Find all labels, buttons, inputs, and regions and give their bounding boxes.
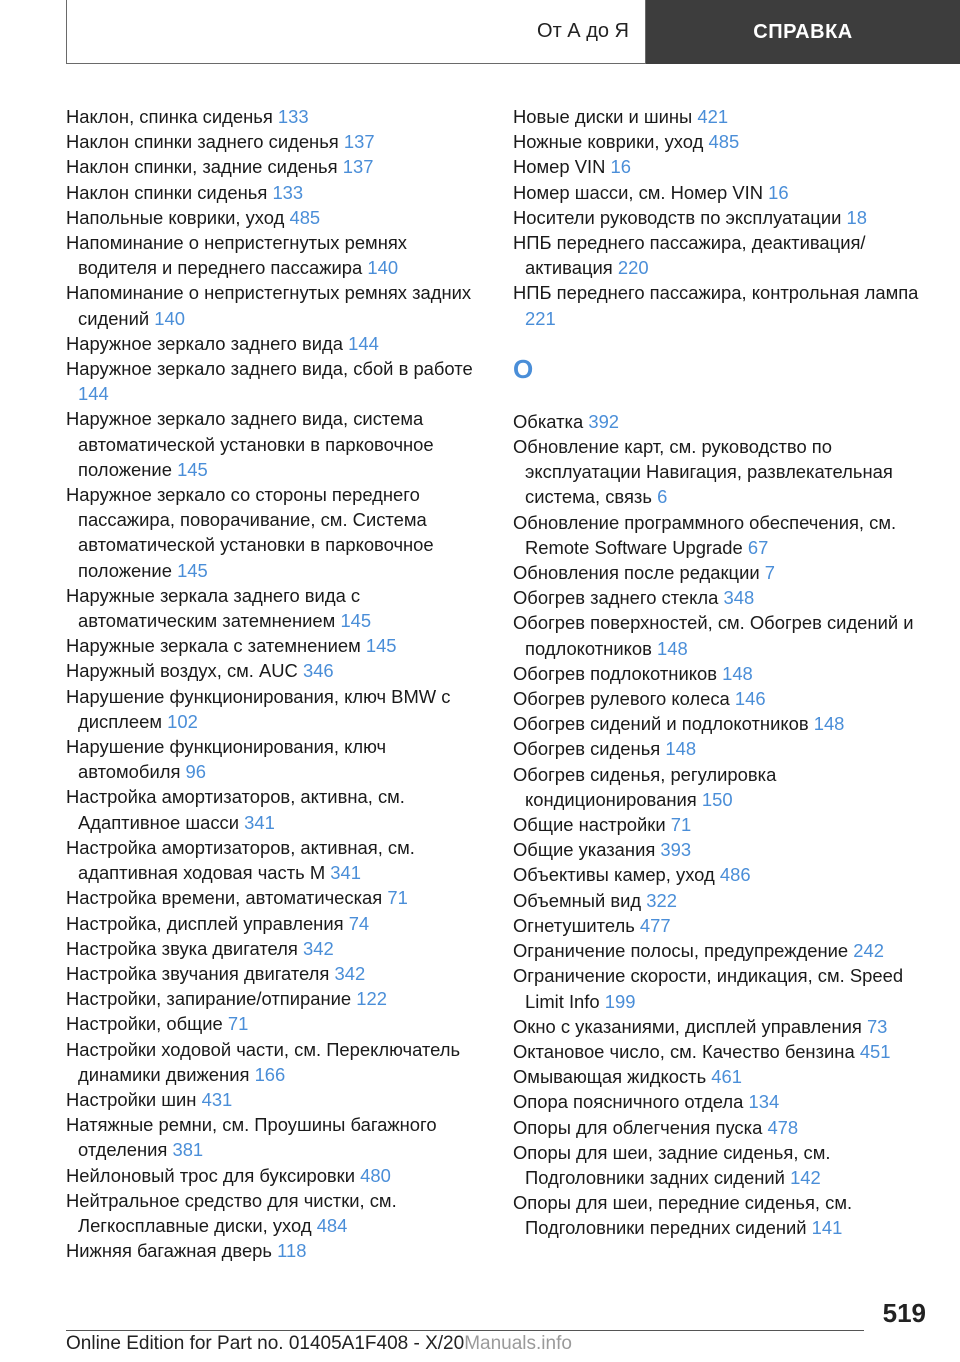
index-entry: [66, 835, 486, 885]
page-link[interactable]: 140: [154, 307, 185, 329]
page-link[interactable]: 145: [365, 635, 397, 657]
entry-text: Номер шасси, см. Номер VIN: [513, 181, 764, 203]
entry-text: Обогрев сиденья: [513, 738, 661, 760]
entry-text: Настройки, общие: [66, 1013, 223, 1035]
entry-text: Ножные коврики, уход: [513, 131, 704, 153]
page-link[interactable]: 141: [811, 1217, 843, 1239]
page-link[interactable]: 342: [302, 937, 334, 959]
page-link[interactable]: 71: [670, 814, 692, 836]
page-link[interactable]: 137: [343, 131, 375, 153]
page-link[interactable]: 145: [340, 610, 372, 632]
index-entry: [513, 1064, 933, 1089]
entry-text: Обновления после редакции: [513, 562, 760, 584]
page-link[interactable]: 7: [764, 562, 775, 584]
entry-text: Наружные зеркала с затемнением: [66, 635, 361, 657]
page-link[interactable]: 18: [846, 206, 867, 228]
index-entry: [513, 560, 933, 585]
index-entry: [513, 837, 933, 862]
entry-text: Общие указания: [513, 839, 656, 861]
entry-text: Ограничение скорости, индикация, см. Speed Limit Info: [513, 965, 904, 1012]
entry-text: Нижняя багажная дверь: [66, 1240, 272, 1262]
index-entry: [513, 230, 933, 280]
entry-text: Окно с указаниями, дисплей управления: [513, 1015, 862, 1037]
index-entry: [513, 510, 933, 560]
entry-text: Наружное зеркало заднего вида, сбой в работе: [66, 358, 473, 380]
index-entry: [513, 913, 933, 938]
index-entry: [513, 585, 933, 610]
index-entry: [66, 1087, 486, 1112]
page-link[interactable]: 146: [734, 688, 766, 710]
page-link[interactable]: 461: [711, 1066, 742, 1088]
page-link[interactable]: 221: [525, 307, 556, 329]
index-entry: [513, 963, 933, 1013]
entry-text: Объемный вид: [513, 889, 642, 911]
index-entry: [66, 986, 486, 1011]
index-entry: [513, 180, 933, 205]
page-link[interactable]: 322: [646, 889, 677, 911]
page-link[interactable]: 148: [813, 713, 845, 735]
entry-text: Наклон, спинка сиденья: [66, 106, 273, 127]
index-entry: [513, 1089, 933, 1114]
page-link[interactable]: 341: [244, 811, 275, 833]
index-entry: [66, 1188, 486, 1238]
index-entry: [66, 734, 486, 784]
entry-text: НПБ переднего пассажира, контрольная лампа: [513, 282, 919, 304]
footer-edition: [66, 1333, 960, 1355]
index-entry: [66, 1163, 486, 1188]
page-link[interactable]: 96: [185, 761, 206, 783]
header-tabs: [66, 0, 960, 64]
index-column-left: [66, 104, 486, 1263]
index-entry: [66, 154, 486, 179]
entry-text: Нарушение функционирования, ключ автомобиля: [66, 736, 387, 783]
page-link[interactable]: 341: [330, 862, 361, 884]
entry-text: Обогрев поверхностей, см. Обогрев сидений и подлокотников: [513, 612, 914, 659]
index-entry: [66, 180, 486, 205]
page-link[interactable]: 118: [277, 1240, 307, 1262]
page-link[interactable]: 431: [201, 1088, 233, 1110]
index-entry: [66, 961, 486, 986]
entry-text: НПБ переднего пассажира, деактивация/активация: [513, 232, 866, 279]
index-entry: [66, 331, 486, 356]
page-link[interactable]: 485: [289, 206, 321, 228]
page-link[interactable]: 140: [367, 257, 399, 279]
index-entry: [66, 129, 486, 154]
entry-text: Наружный воздух, см. AUC: [66, 660, 298, 682]
entry-text: Ограничение полосы, предупреждение: [513, 940, 849, 962]
entry-text: Обновление программного обеспечения, см. Remote Software Upgrade: [513, 511, 897, 558]
page-link[interactable]: 451: [859, 1040, 891, 1062]
page-link[interactable]: 150: [701, 788, 733, 810]
entry-text: Напольные коврики, уход: [66, 206, 285, 228]
page-link[interactable]: 166: [254, 1063, 286, 1085]
index-entry: [513, 1014, 933, 1039]
page-link[interactable]: 199: [604, 990, 636, 1012]
page-link[interactable]: 392: [588, 410, 620, 432]
index-entry: [513, 104, 933, 129]
entry-text: Огнетушитель: [513, 914, 635, 936]
index-entry: [66, 1238, 486, 1263]
entry-text: Наклон спинки сиденья: [66, 181, 268, 203]
edition-text: Online Edition for Part no. 01405A1F408 - X/20: [66, 1333, 465, 1354]
index-entry: [66, 936, 486, 961]
entry-text: Наружное зеркало заднего вида, система автоматической установки в парковочное положение: [66, 408, 434, 480]
footer-divider: [66, 1330, 864, 1331]
page-link[interactable]: 71: [227, 1013, 249, 1035]
entry-text: Наружное зеркало заднего вида: [66, 332, 344, 354]
page-link[interactable]: 393: [660, 839, 692, 861]
index-list-left: [66, 104, 486, 1263]
page-link[interactable]: 71: [387, 887, 408, 909]
page-link[interactable]: 484: [316, 1214, 348, 1236]
entry-text: Обогрев сиденья, регулировка кондиционирования: [513, 763, 777, 810]
entry-text: Нейлоновый трос для буксировки: [66, 1164, 356, 1186]
index-entry: [66, 104, 486, 129]
index-entry: [66, 684, 486, 734]
entry-text: Опоры для облегчения пуска: [513, 1116, 763, 1138]
index-entry: [66, 911, 486, 936]
index-entry: [66, 658, 486, 683]
index-entry: [513, 1039, 933, 1064]
page-link[interactable]: 242: [853, 940, 884, 962]
entry-text: Нейтральное средство для чистки, см. Легкосплавные диски, уход: [66, 1189, 397, 1236]
tab-reference[interactable]: СПРАВКА: [646, 0, 960, 64]
page-link[interactable]: 67: [747, 536, 769, 558]
index-list-o: [513, 409, 933, 1241]
entry-text: Наружные зеркала заднего вида с автоматическим затемнением: [66, 584, 361, 632]
entry-text: Настройки ходовой части, см. Переключатель динамики движения: [66, 1038, 461, 1085]
entry-text: Настройка времени, автоматическая: [66, 887, 383, 909]
section-letter: О: [513, 353, 534, 384]
entry-text: Настройка амортизаторов, активная, см. адаптивная ходовая часть M: [66, 836, 415, 884]
entry-text: Обогрев сидений и подлокотников: [513, 713, 809, 735]
entry-text: Настройки шин: [66, 1088, 197, 1110]
index-entry: [66, 885, 486, 910]
entry-text: Напоминание о непристегнутых ремнях задних сидений: [66, 282, 472, 329]
index-entry: [66, 1037, 486, 1087]
index-entry: [513, 409, 933, 434]
index-entry: [513, 938, 933, 963]
page-link[interactable]: 133: [277, 106, 309, 127]
page-link[interactable]: 486: [719, 864, 751, 886]
entry-text: Напоминание о непристегнутых ремнях водителя и переднего пассажира: [66, 232, 407, 279]
entry-text: Настройка звука двигателя: [66, 937, 298, 959]
page-link[interactable]: 134: [748, 1091, 780, 1113]
page-link[interactable]: 145: [177, 559, 208, 581]
page-link[interactable]: 144: [348, 332, 379, 354]
page-link[interactable]: 348: [723, 587, 755, 609]
index-entry: [513, 205, 933, 230]
index-entry: [66, 633, 486, 658]
page-link[interactable]: 16: [768, 181, 789, 203]
entry-text: Обновление карт, см. руководство по эксплуатации Навигация, развлекательная система, связь: [513, 436, 893, 508]
entry-text: Октановое число, см. Качество бензина: [513, 1040, 855, 1062]
page-link[interactable]: 133: [272, 181, 304, 203]
index-entry: [513, 129, 933, 154]
page-link[interactable]: 144: [78, 383, 109, 405]
entry-text: Обкатка: [513, 410, 584, 432]
page-link[interactable]: 73: [866, 1015, 888, 1037]
page-link[interactable]: 421: [697, 106, 729, 127]
entry-text: Опоры для шеи, задние сиденья, см. Подголовники задних сидений: [513, 1141, 831, 1188]
entry-text: Настройка амортизаторов, активна, см. Адаптивное шасси: [66, 786, 405, 833]
entry-text: Новые диски и шины: [513, 106, 693, 127]
page-link[interactable]: 74: [348, 912, 370, 934]
index-entry: [513, 762, 933, 812]
page-link[interactable]: 485: [708, 131, 740, 153]
index-entry: [513, 610, 933, 660]
index-entry: [513, 711, 933, 736]
entry-text: Настройка, дисплей управления: [66, 912, 344, 934]
index-entry: [513, 812, 933, 837]
page-link[interactable]: 220: [617, 257, 649, 279]
index-entry: [66, 482, 486, 583]
watermark-text: Manuals.info: [464, 1333, 572, 1354]
page-link[interactable]: 102: [167, 710, 198, 732]
index-entry: [513, 154, 933, 179]
entry-text: Настройки, запирание/отпирание: [66, 988, 352, 1010]
index-entry: [66, 1011, 486, 1036]
page-link[interactable]: 16: [610, 156, 631, 178]
index-entry: [513, 1115, 933, 1140]
page-link[interactable]: 148: [656, 637, 688, 659]
index-entry: [513, 888, 933, 913]
index-entry: [66, 406, 486, 482]
page-link[interactable]: 148: [665, 738, 697, 760]
entry-text: Наружное зеркало со стороны переднего пассажира, поворачивание, см. Система автоматической установки в парковочное положение: [66, 484, 434, 581]
index-entry: [513, 862, 933, 887]
index-entry: [66, 280, 486, 330]
page-link[interactable]: 478: [767, 1116, 799, 1138]
page-link[interactable]: 480: [360, 1164, 391, 1186]
index-entry: [513, 686, 933, 711]
index-entry: [513, 1190, 933, 1240]
index-entry: [513, 736, 933, 761]
entry-text: Опоры для шеи, передние сиденья, см. Подголовники передних сидений: [513, 1192, 853, 1239]
index-entry: [66, 356, 486, 406]
entry-text: Натяжные ремни, см. Проушины багажного отделения: [66, 1114, 437, 1161]
index-entry: [66, 205, 486, 230]
entry-text: Опора поясничного отдела: [513, 1091, 744, 1113]
entry-text: Настройка звучания двигателя: [66, 962, 330, 984]
page-link[interactable]: 346: [302, 660, 334, 682]
entry-text: Обогрев заднего стекла: [513, 587, 719, 609]
entry-text: Общие настройки: [513, 814, 666, 836]
entry-text: Объективы камер, уход: [513, 864, 715, 886]
index-column-right: [513, 104, 933, 1241]
page-link[interactable]: 148: [722, 662, 753, 684]
entry-text: Омывающая жидкость: [513, 1066, 707, 1088]
index-entry: [513, 661, 933, 686]
entry-text: Носители руководств по эксплуатации: [513, 206, 842, 228]
entry-text: Номер VIN: [513, 156, 606, 178]
tab-a-to-z[interactable]: От А до Я: [66, 0, 646, 64]
page-link[interactable]: 477: [639, 914, 671, 936]
page-link[interactable]: 342: [334, 962, 366, 984]
index-entry: [66, 583, 486, 633]
entry-text: Наклон спинки заднего сиденья: [66, 131, 339, 153]
index-entry: [66, 1112, 486, 1162]
entry-text: Обогрев подлокотников: [513, 662, 717, 684]
page-link[interactable]: 137: [342, 156, 374, 178]
page-link[interactable]: 381: [172, 1139, 204, 1161]
entry-text: Обогрев рулевого колеса: [513, 688, 730, 710]
index-entry: [66, 784, 486, 834]
entry-text: Нарушение функционирования, ключ BMW с дисплеем: [66, 685, 451, 732]
page-link[interactable]: 122: [356, 988, 387, 1010]
index-entry: [513, 1140, 933, 1190]
entry-text: Наклон спинки, задние сиденья: [66, 156, 338, 178]
page-link[interactable]: 142: [790, 1166, 821, 1188]
index-entry: [513, 280, 933, 330]
index-entry: [66, 230, 486, 280]
page-link[interactable]: 6: [657, 486, 668, 508]
page-number: 519: [882, 1298, 926, 1328]
index-entry: [513, 434, 933, 510]
page-link[interactable]: 145: [177, 458, 208, 480]
index-list-n: [513, 104, 933, 331]
